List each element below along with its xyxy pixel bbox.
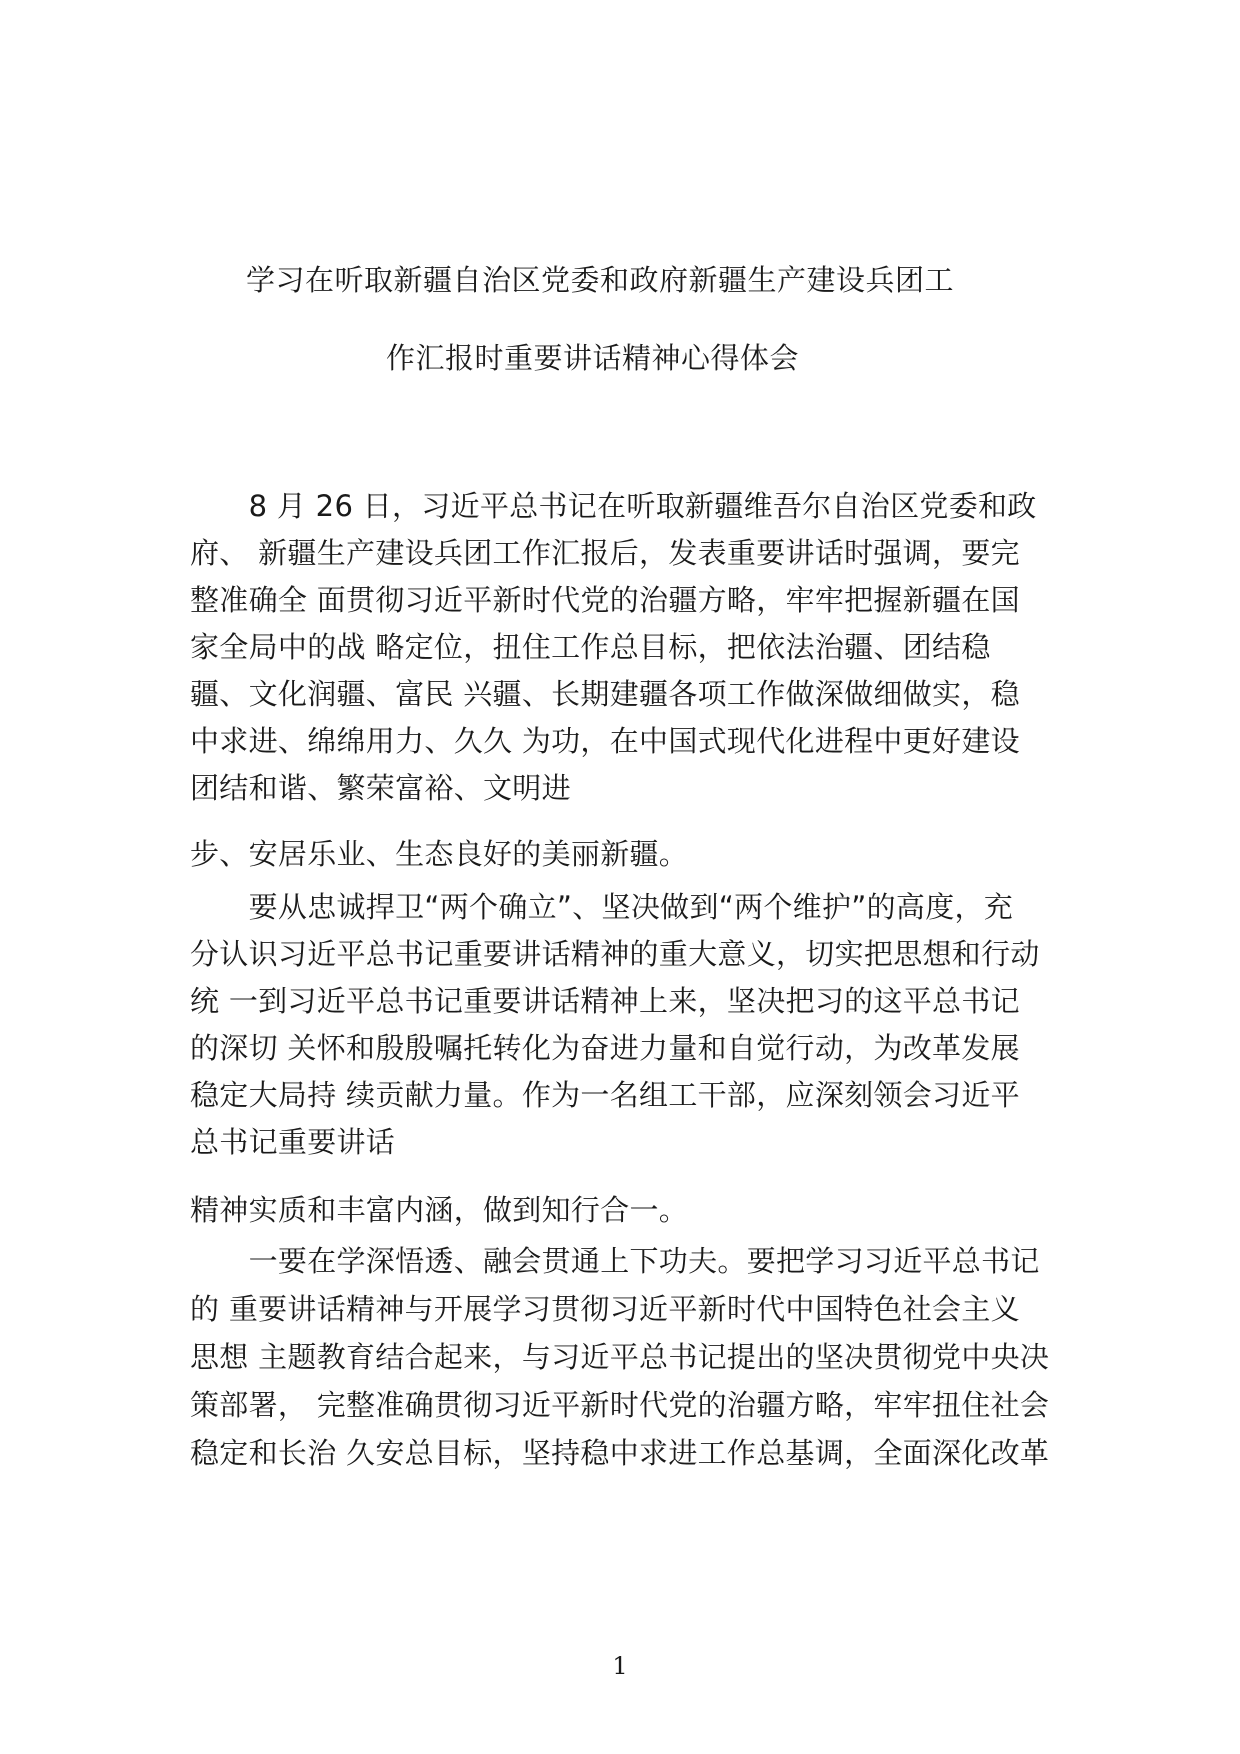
body-line: 8 月 26 日，习近平总书记在听取新疆维吾尔自治区党委和政 [190,489,1037,523]
body-line: 府、 新疆生产建设兵团工作汇报后，发表重要讲话时强调，要完 [190,536,1020,570]
page-number: 1 [612,1652,628,1680]
body-line: 疆、文化润疆、富民 兴疆、长期建疆各项工作做深做细做实，稳 [190,677,1020,711]
body-line: 稳定和长治 久安总目标，坚持稳中求进工作总基调，全面深化改革 [190,1436,1050,1470]
body-line: 分认识习近平总书记重要讲话精神的重大意义，切实把思想和行动 [190,937,1040,971]
body-line: 家全局中的战 略定位，扭住工作总目标，把依法治疆、团结稳 [190,630,991,664]
document-title-line-2: 作汇报时重要讲话精神心得体会 [386,341,800,375]
body-line: 团结和谐、繁荣富裕、文明进 [190,771,571,805]
body-line: 精神实质和丰富内涵，做到知行合一。 [190,1193,689,1227]
body-line: 稳定大局持 续贡献力量。作为一名组工干部，应深刻领会习近平 [190,1078,1020,1112]
body-line: 步、安居乐业、生态良好的美丽新疆。 [190,837,689,871]
body-line: 整准确全 面贯彻习近平新时代党的治疆方略，牢牢把握新疆在国 [190,583,1020,617]
body-line: 思想 主题教育结合起来，与习近平总书记提出的坚决贯彻党中央决 [190,1340,1050,1374]
body-line: 要从忠诚捍卫“两个确立”、坚决做到“两个维护”的高度，充 [190,890,1014,924]
body-line: 总书记重要讲话 [190,1125,396,1159]
body-line: 的深切 关怀和殷殷嘱托转化为奋进力量和自觉行动，为改革发展 [190,1031,1020,1065]
body-line: 策部署， 完整准确贯彻习近平新时代党的治疆方略，牢牢扭住社会 [190,1388,1050,1422]
body-line: 的 重要讲话精神与开展学习贯彻习近平新时代中国特色社会主义 [190,1292,1020,1326]
body-line: 一要在学深悟透、融会贯通上下功夫。要把学习习近平总书记 [190,1244,1040,1278]
body-line: 统 一到习近平总书记重要讲话精神上来，坚决把习的这平总书记 [190,984,1020,1018]
document-title-line-1: 学习在听取新疆自治区党委和政府新疆生产建设兵团工 [246,263,955,297]
body-line: 中求进、绵绵用力、久久 为功，在中国式现代化进程中更好建设 [190,724,1020,758]
